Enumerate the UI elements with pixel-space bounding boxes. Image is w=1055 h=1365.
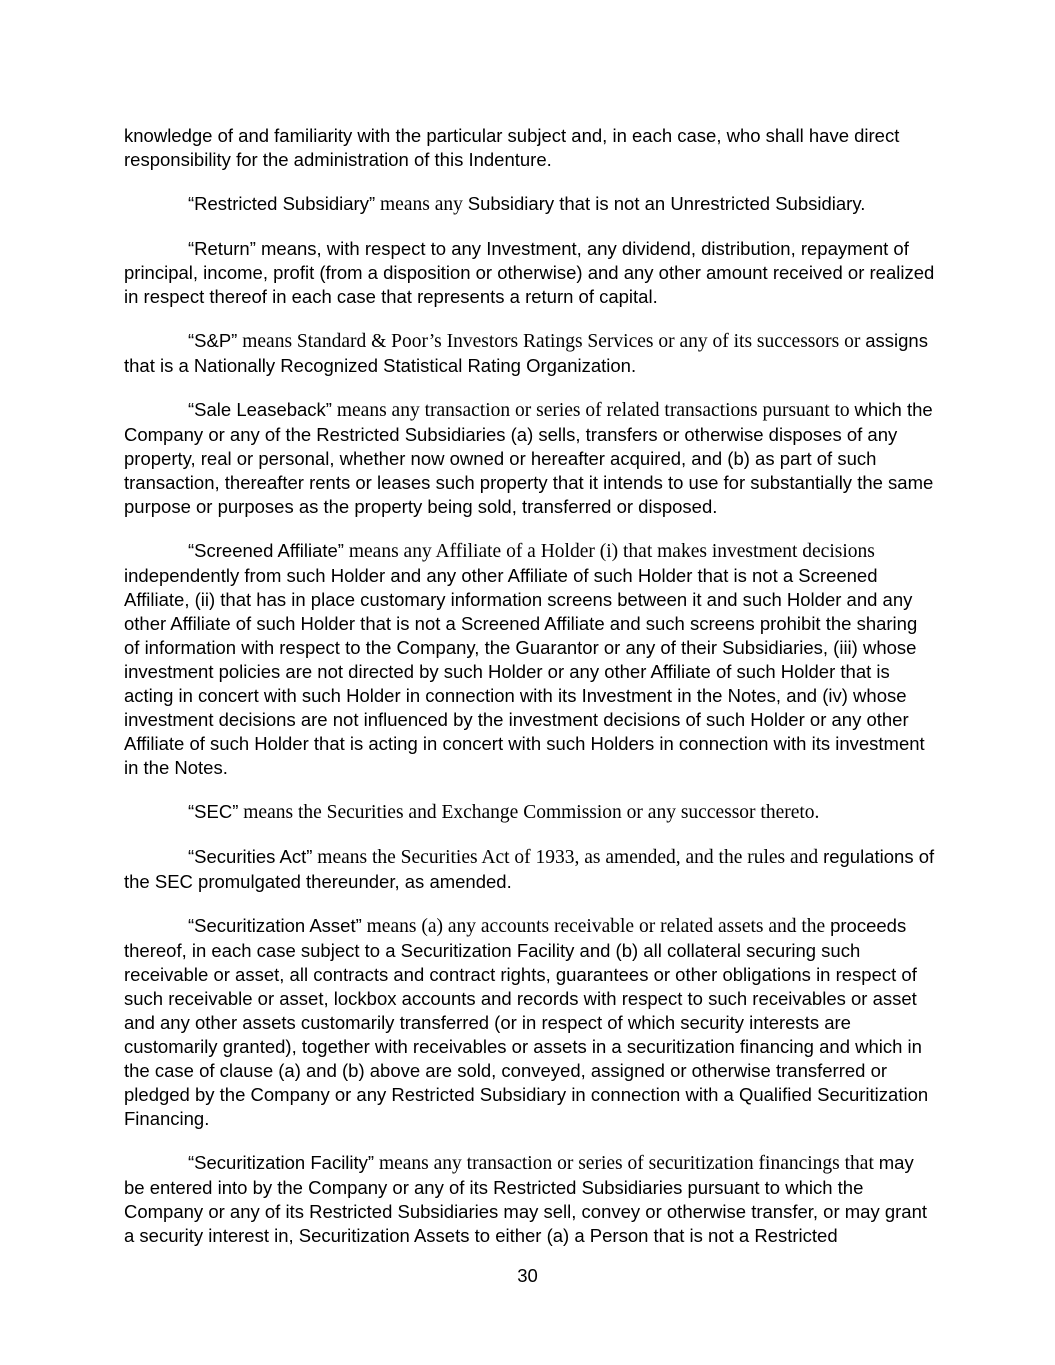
paragraph-body: knowledge of and familiarity with the particular subject and, in each case, who shall have direct responsibility for the administration of this Indenture. xyxy=(124,125,900,170)
defined-term: “Return” xyxy=(188,238,256,259)
definition-s-and-p xyxy=(124,329,936,378)
defined-term: “Screened Affiliate” xyxy=(188,540,344,561)
definition-lead: means any Affiliate of a Holder (i) that makes investment decisions xyxy=(343,541,875,562)
definition-lead: means the Securities and Exchange Commission or any successor thereto. xyxy=(238,802,820,823)
definition-body: independently from such Holder and any other Affiliate of such Holder that is not a Screened Affiliate, (ii) that has in place customary information screens between it and such Holder and any other Affiliate of such Holder that is not a Screened Affiliate and such screens prohibit the sharing of information with respect to the Company, the Guarantor or any of their Subsidiaries, (iii) whose investment policies are not directed by such Holder or any other Affiliate of such Holder that is acting in concert with such Holder in connection with its Investment in the Notes, and (iv) whose investment decisions are not influenced by the investment decisions of such Holder or any other Affiliate of such Holder that is acting in concert with such Holders in connection with its investment in the Notes. xyxy=(124,565,925,778)
definition-lead: means any transaction or series of related transactions pursuant to xyxy=(331,400,855,421)
defined-term: “Securities Act” xyxy=(188,846,313,867)
definition-lead: means (a) any accounts receivable or related assets and the xyxy=(361,916,831,937)
definition-securitization-facility xyxy=(124,1151,936,1248)
definition-lead: means any xyxy=(375,194,468,215)
definition-body: which the Company or any of the Restricted Subsidiaries (a) sells, transfers or otherwise disposes of any property, real or personal, whether now owned or hereafter acquired, and (b) as part of such transaction, thereafter rents or leases such property that it intends to use for substantially the same purpose or purposes as the property being sold, transferred or disposed. xyxy=(124,399,934,517)
definition-body: proceeds thereof, in each case subject to a Securitization Facility and (b) all collateral securing such receivable or asset, all contracts and contract rights, guarantees or other obligations in respect of such receivable or asset, lockbox accounts and records with respect to such receivables or asset and any other assets customarily transferred (or in respect of which security interests are customarily granted), together with receivables or assets in a securitization financing and which in the case of clause (a) and (b) above are sold, conveyed, assigned or otherwise transferred or pledged by the Company or any Restricted Subsidiary in connection with a Qualified Securitization Financing. xyxy=(124,915,929,1129)
defined-term: “Sale Leaseback” xyxy=(188,399,332,420)
definition-sec xyxy=(124,800,936,825)
definition-screened-affiliate xyxy=(124,539,936,780)
defined-term: “Securitization Facility” xyxy=(188,1152,375,1173)
defined-term: “S&P” xyxy=(188,330,238,351)
definition-lead: means the Securities Act of 1933, as amended, and the rules and xyxy=(312,847,824,868)
document-page xyxy=(124,124,936,1268)
definition-securitization-asset xyxy=(124,914,936,1131)
definition-body: may be entered into by the Company or any of its Restricted Subsidiaries pursuant to which the Company or any of its Restricted Subsidiaries may sell, convey or otherwise transfer, or may grant a security interest in, Securitization Assets to either (a) a Person that is not a Restricted xyxy=(124,1152,928,1246)
page-number: 30 xyxy=(517,1265,538,1286)
definition-restricted-subsidiary xyxy=(124,192,936,217)
defined-term: “SEC” xyxy=(188,801,239,822)
paragraph-continuation xyxy=(124,124,936,172)
defined-term: “Securitization Asset” xyxy=(188,915,362,936)
definition-body: means, with respect to any Investment, any dividend, distribution, repayment of principal, income, profit (from a disposition or otherwise) and any other amount received or realized in respect thereof in each case that represents a return of capital. xyxy=(124,238,935,307)
definition-body: assigns that is a Nationally Recognized Statistical Rating Organization. xyxy=(124,330,928,376)
defined-term: “Restricted Subsidiary” xyxy=(188,193,376,214)
definition-lead: means Standard & Poor’s Investors Ratings Services or any of its successors or xyxy=(237,331,866,352)
definition-sale-leaseback xyxy=(124,398,936,519)
definition-securities-act xyxy=(124,845,936,894)
definition-body: Subsidiary that is not an Unrestricted Subsidiary. xyxy=(467,193,866,214)
definition-return xyxy=(124,237,936,309)
definition-body: regulations of the SEC promulgated thereunder, as amended. xyxy=(124,846,935,892)
definition-lead: means any transaction or series of securitization financings that xyxy=(374,1153,879,1174)
